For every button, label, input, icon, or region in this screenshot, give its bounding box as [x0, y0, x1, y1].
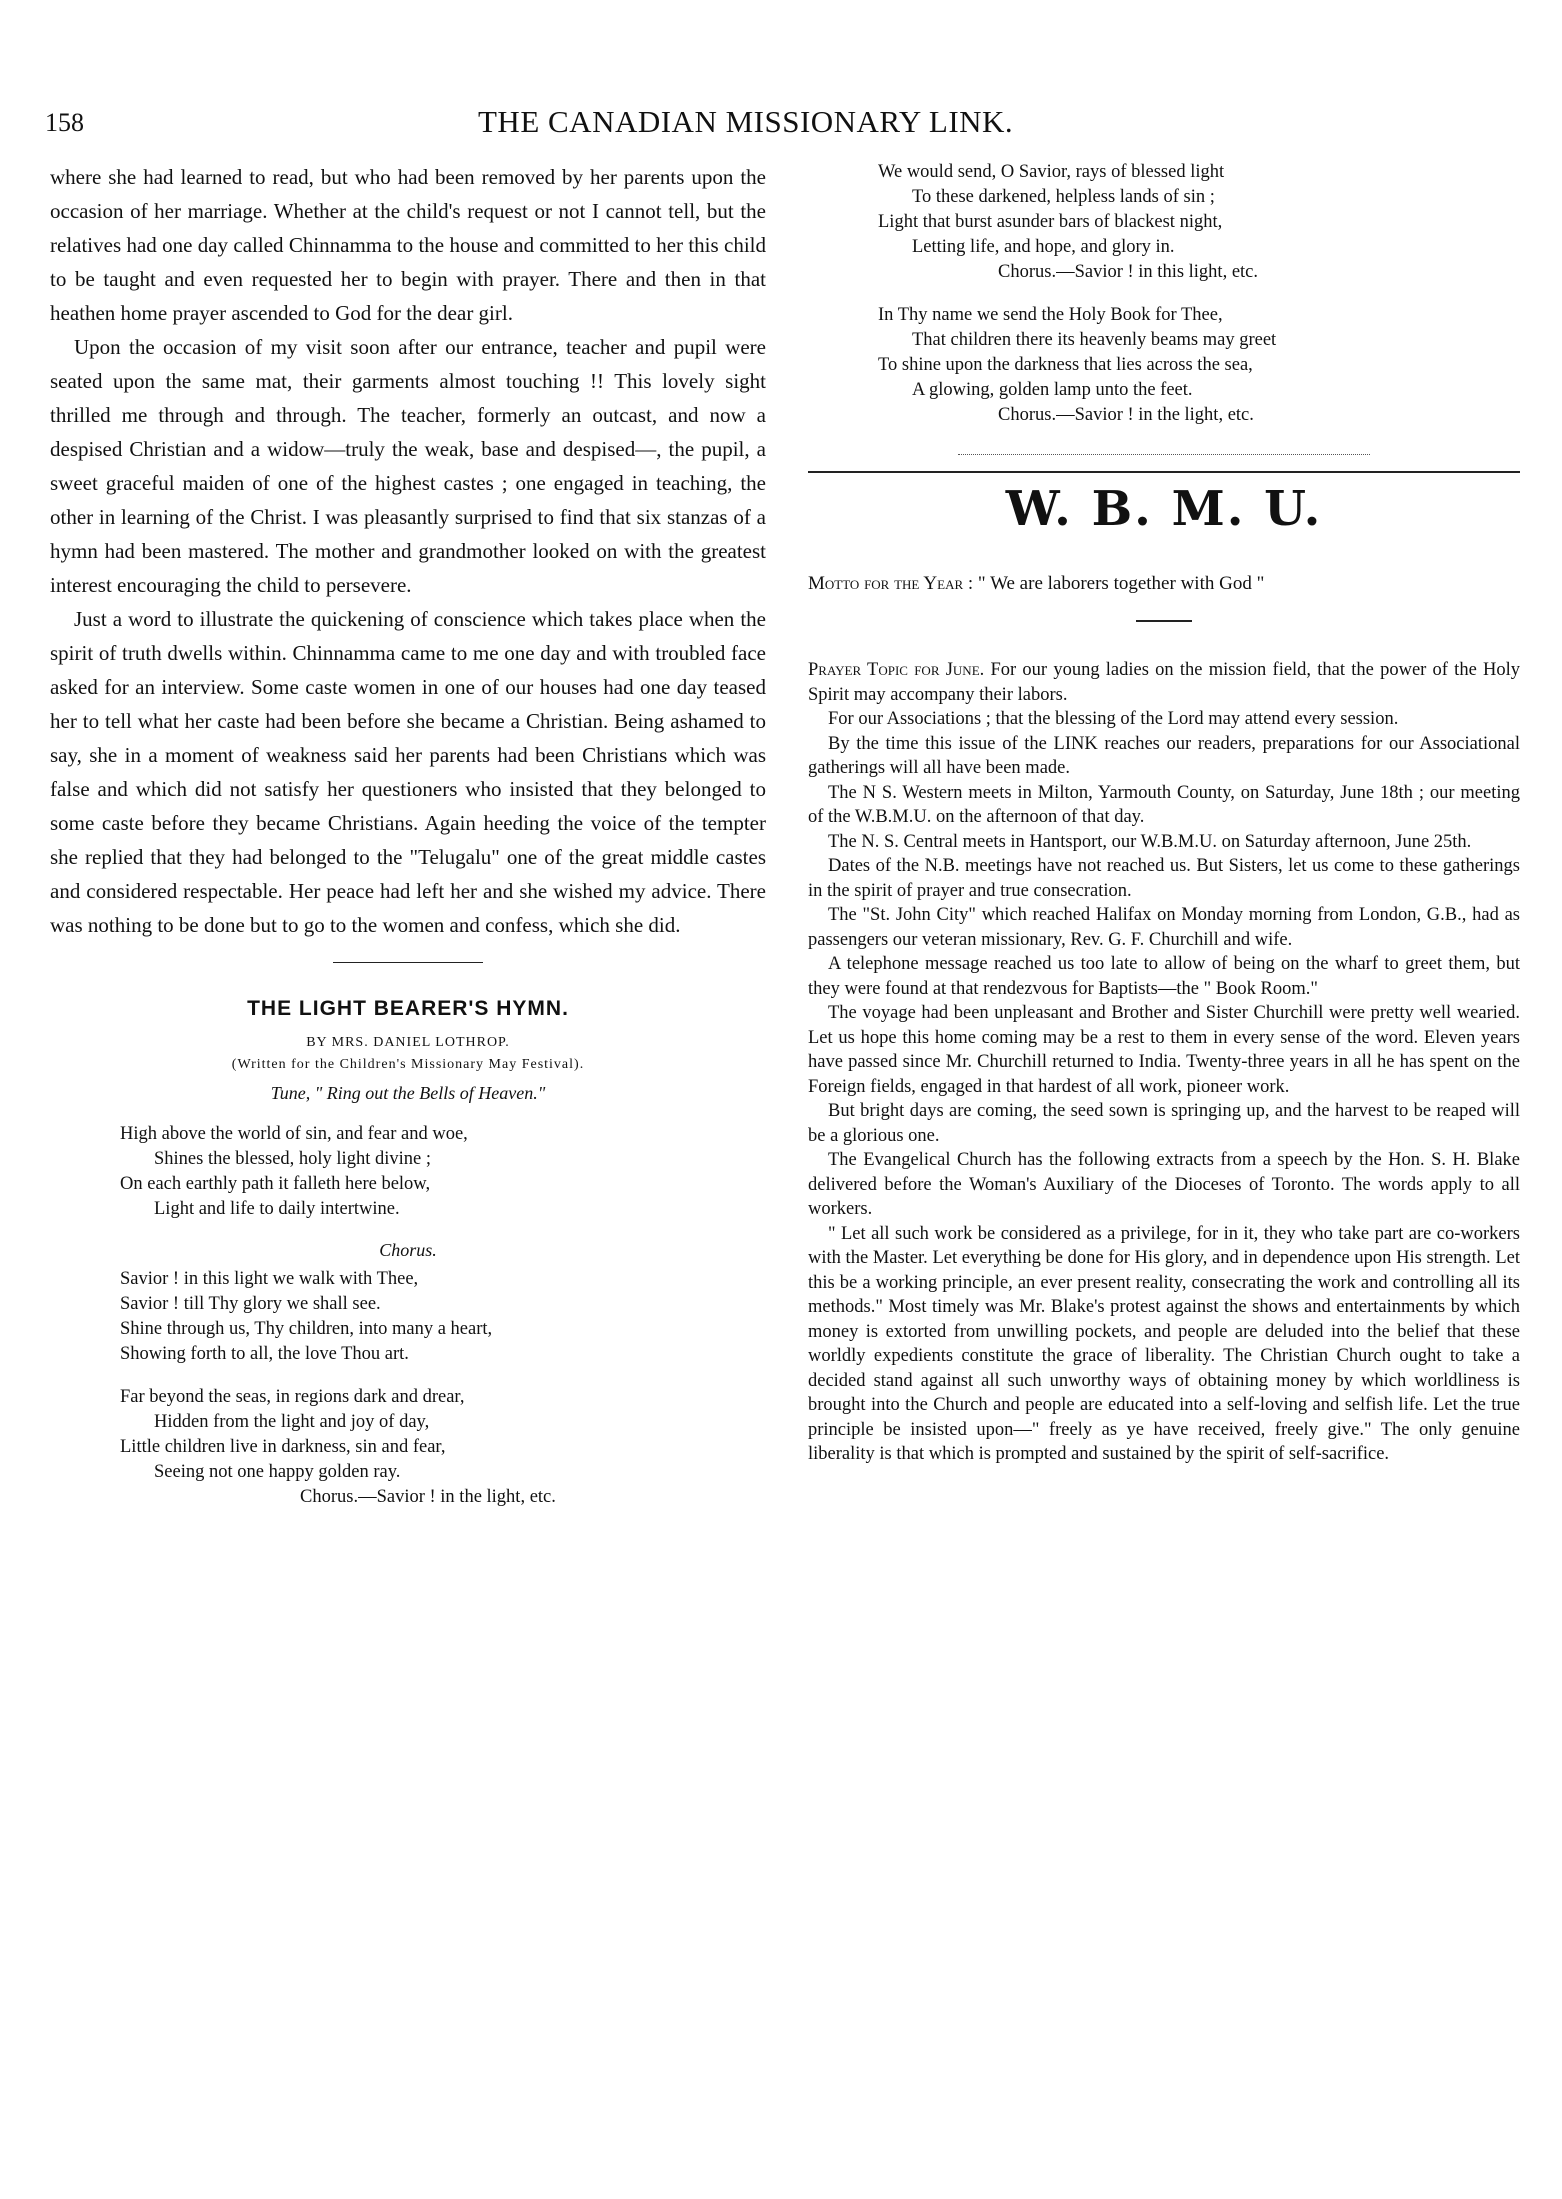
hymn-note: (Written for the Children's Missionary May Festival).: [231, 1057, 585, 1072]
article-paragraph: The N S. Western meets in Milton, Yarmouth County, on Saturday, June 18th ; our meeting of the W.B.M.U. on the afternoon of that day.: [808, 782, 1520, 827]
verse-line: Letting life, and hope, and glory in.: [912, 237, 1175, 257]
article-paragraph: Dates of the N.B. meetings have not reached us. But Sisters, let us come to these gatherings in the spirit of prayer and true consecration.: [808, 856, 1520, 901]
verse-line: Showing forth to all, the love Thou art.: [120, 1344, 409, 1364]
verse-line: On each earthly path it falleth here below,: [120, 1174, 431, 1194]
verse-line: Seeing not one happy golden ray.: [154, 1462, 401, 1482]
hymn-verse: [50, 1122, 766, 1222]
verse-line: Far beyond the seas, in regions dark and drear,: [120, 1387, 465, 1407]
section-divider: [333, 962, 483, 963]
verse-line: To shine upon the darkness that lies across the sea,: [878, 355, 1253, 375]
section-divider: [958, 454, 1371, 455]
prayer-topic: [808, 658, 1520, 707]
hymn-chorus: [50, 1267, 766, 1367]
prayer-topic-label: Prayer Topic for June.: [808, 660, 985, 680]
article-paragraph: Upon the occasion of my visit soon after our entrance, teacher and pupil were seated upon the same mat, their garments almost touching !! This lovely sight thrilled me through and through. The teacher, formerly an outcast, and now a despised Christian and a widow—truly the weak, base and despised—, the pupil, a sweet graceful maiden of one of the highest castes ; one engaged in teaching, the other in learning of the Christ. I was pleasantly surprised to find that six stanzas of a hymn had been mastered. The mother and grandmother looked on with the greatest interest encouraging the child to persevere.: [50, 335, 766, 597]
verse-chorus-line: Chorus.—Savior ! in this light, etc.: [998, 262, 1259, 282]
verse-line: Light that burst asunder bars of blackest night,: [878, 212, 1223, 232]
article-paragraph: The "St. John City" which reached Halifax on Monday morning from London, G.B., had as passengers our veteran missionary, Rev. G. F. Churchill and wife.: [808, 905, 1520, 950]
hymn-title: THE LIGHT BEARER'S HYMN.: [247, 997, 569, 1020]
verse-line: Shines the blessed, holy light divine ;: [154, 1149, 431, 1169]
hymn-verse: [808, 303, 1520, 428]
article-paragraph: A telephone message reached us too late to allow of being on the wharf to greet them, but they were found at that rendezvous for Baptists—the " Book Room.": [808, 954, 1520, 999]
verse-line: Little children live in darkness, sin and fear,: [120, 1437, 446, 1457]
verse-chorus-line: Chorus.—Savior ! in the light, etc.: [998, 405, 1254, 425]
article-paragraph: The N. S. Central meets in Hantsport, our W.B.M.U. on Saturday afternoon, June 25th.: [828, 831, 1472, 852]
right-column: [808, 160, 1520, 1467]
hymn-verse: [808, 160, 1520, 285]
page-title: THE CANADIAN MISSIONARY LINK.: [478, 104, 1014, 139]
hymn-byline: BY MRS. DANIEL LOTHROP.: [306, 1035, 510, 1050]
verse-line: In Thy name we send the Holy Book for Thee,: [878, 305, 1223, 325]
hymn-verse: [50, 1385, 766, 1510]
verse-line: High above the world of sin, and fear and woe,: [120, 1124, 468, 1144]
article-paragraph: But bright days are coming, the seed sown is springing up, and the harvest to be reaped will be a glorious one.: [808, 1101, 1520, 1146]
verse-line: Light and life to daily intertwine.: [154, 1199, 400, 1219]
article-paragraph: The voyage had been unpleasant and Brother and Sister Churchill were pretty well wearied. Let us hope this home coming may be a rest to them in every sense of the word. Eleven years have passed since Mr. Churchill returned to India. Twenty-three years in all he has spent on the Foreign fields, engaged in that hardest of all work, pioneer work.: [808, 1003, 1520, 1097]
article-paragraph: Just a word to illustrate the quickening of conscience which takes place when the spirit of truth dwells within. Chinnamma came to me one day and with troubled face asked for an interview. Some caste women in one of our houses had one day teased her to tell what her caste had been before she became a Christian. Being ashamed to say, she in a moment of weakness said her parents had been Christians which was false and which did not satisfy her questioners who insisted that they belonged to some caste before they became Christians. Again heeding the voice of the tempter she replied that they had belonged to the "Telugalu" one of the great middle castes and considered respectable. Her peace had left her and she wished my advice. There was nothing to be done but to go to the women and confess, which she did.: [50, 607, 766, 937]
page-number: 158: [45, 108, 84, 137]
verse-line: A glowing, golden lamp unto the feet.: [912, 380, 1193, 400]
verse-line: To these darkened, helpless lands of sin ;: [912, 187, 1215, 207]
motto-text: " We are laborers together with God ": [977, 573, 1265, 594]
article-paragraph: where she had learned to read, but who had been removed by her parents upon the occasion of her marriage. Whether at the child's request or not I cannot tell, but the relatives had one day called Chinnamma to the house and committed to her this child to be taught and even requested her to begin with prayer. There and then in that heathen home prayer ascended to God for the dear girl.: [50, 165, 766, 325]
verse-line: Savior ! in this light we walk with Thee,: [120, 1269, 419, 1289]
motto-label: Motto for the Year :: [808, 573, 974, 594]
motto: [808, 571, 1520, 596]
verse-line: That children there its heavenly beams may greet: [912, 330, 1277, 350]
left-column: [50, 160, 766, 1528]
article-paragraph: For our Associations ; that the blessing of the Lord may attend every session.: [828, 709, 1399, 729]
hymn-tune: Tune, " Ring out the Bells of Heaven.": [270, 1083, 546, 1103]
short-divider: [1136, 620, 1192, 622]
section-divider: [808, 471, 1520, 473]
verse-line: Shine through us, Thy children, into many a heart,: [120, 1319, 493, 1339]
verse-chorus-line: Chorus.—Savior ! in the light, etc.: [300, 1487, 556, 1507]
verse-line: Hidden from the light and joy of day,: [154, 1412, 430, 1432]
prayer-topic-text: For our young ladies on the mission field, that the power of the Holy Spirit may accompany their labors.: [808, 660, 1521, 705]
article-paragraph: " Let all such work be considered as a privilege, for in it, they who take part are co-workers with the Master. Let everything be done for His glory, and in dependence upon His strength. Let this be a working principle, an ever present reality, consecrating the work and controlling all its methods." Most timely was Mr. Blake's protest against the shows and entertainments by which money is extorted from unwilling pockets, and people are deluded into the belief that these worldly expedients constitute the grace of liberality. The Christian Church ought to take a decided stand against all such unworthy ways of obtaining money by which worldliness is brought into the Church and people are educated into a self-loving and selfish life. Let the true principle be insisted upon—" freely as ye have received, freely give." The only genuine liberality is that which is prompted and sustained by the spirit of self-sacrifice.: [808, 1223, 1520, 1464]
verse-line: We would send, O Savior, rays of blessed light: [878, 162, 1225, 182]
article-paragraph: The Evangelical Church has the following extracts from a speech by the Hon. S. H. Blake delivered before the Woman's Auxiliary of the Dioceses of Toronto. The words apply to all workers.: [808, 1150, 1520, 1219]
verse-line: Savior ! till Thy glory we shall see.: [120, 1294, 381, 1314]
article-paragraph: By the time this issue of the LINK reaches our readers, preparations for our Associational gatherings will all have been made.: [808, 733, 1520, 778]
section-heading: W. B. M. U.: [1005, 481, 1323, 537]
chorus-heading: Chorus.: [379, 1240, 437, 1260]
